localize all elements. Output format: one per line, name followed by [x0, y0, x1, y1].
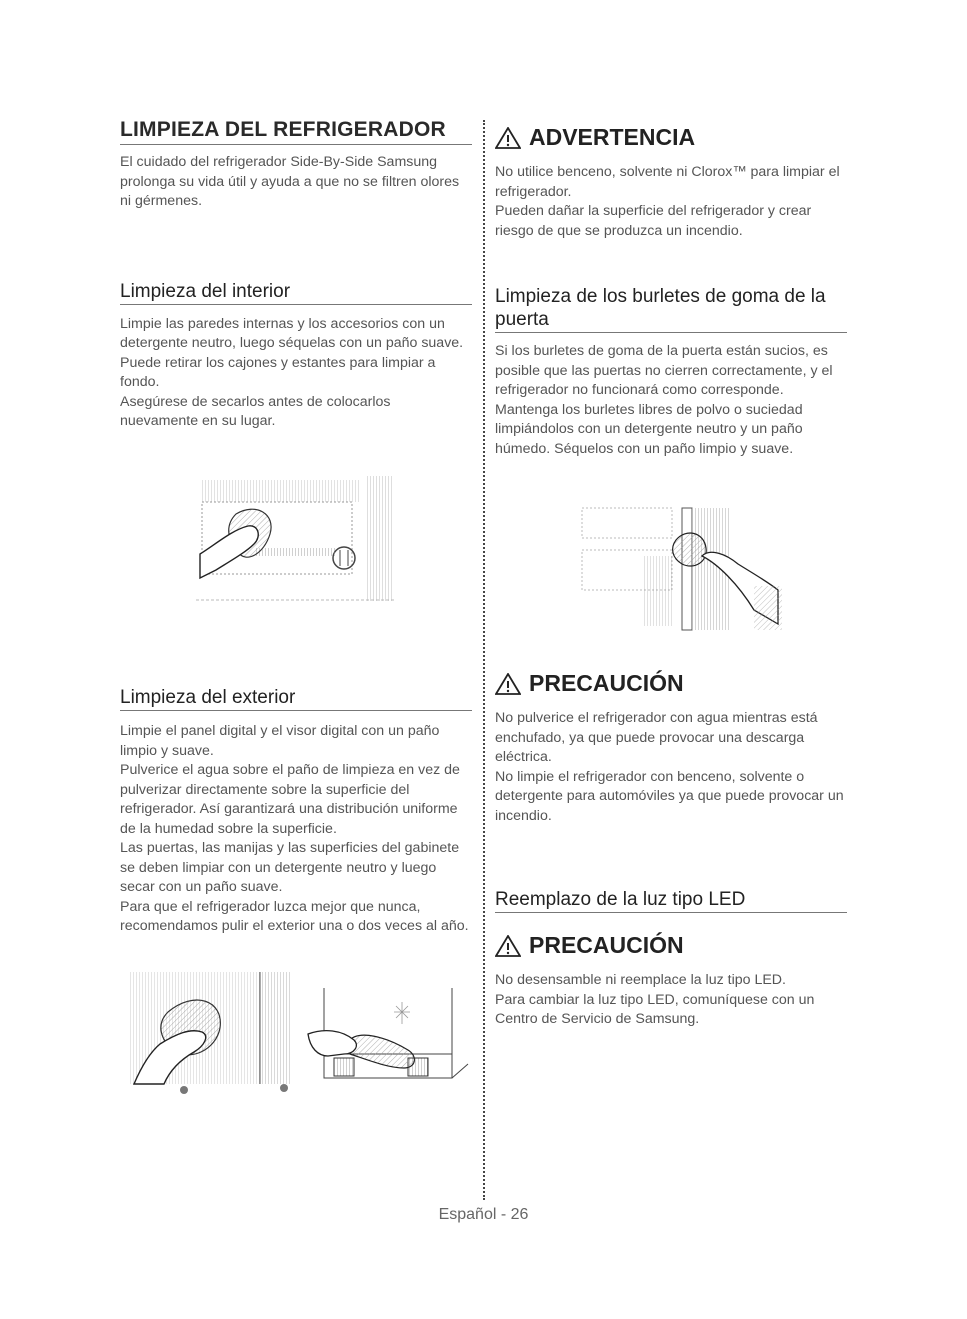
led-heading: Reemplazo de la luz tipo LED: [495, 888, 847, 913]
page-footer: Español - 26: [438, 1206, 529, 1223]
caution1-body: [495, 709, 847, 826]
caution1-title-text: PRECAUCIÓN: [529, 670, 684, 696]
exterior-paragraph: Las puertas, las manijas y las superficies del gabinete se deben limpiar con un detergente neutro y luego secar con un paño suave.: [120, 840, 460, 895]
door-gasket-cleaning-illustration: [578, 504, 784, 632]
caution1-paragraph: No limpie el refrigerador con benceno, solvente o detergente para automóviles ya que puede provocar un incendio.: [495, 768, 844, 824]
left-column: [120, 118, 472, 432]
warning-paragraph: Pueden dañar la superficie del refrigerador y crear riesgo de que se produzca un incendio.: [495, 203, 812, 239]
exterior-dispenser-cleaning-illustration: [298, 984, 470, 1088]
interior-paragraph: Limpie las paredes internas y los accesorios con un detergente neutro, luego séquelas con un paño suave.: [120, 315, 464, 351]
exterior-paragraph: Limpie el panel digital y el visor digital con un paño limpio y suave.: [120, 723, 440, 759]
gaskets-paragraph: Si los burletes de goma de la puerta están sucios, es posible que las puertas no cierren correctamente, y el refrigerador no funcionará como corresponde.: [495, 343, 833, 398]
caution1-section: [495, 670, 847, 826]
exterior-paragraph: Pulverice el agua sobre el paño de limpieza en vez de pulverizar directamente sobre la superficie del refrigerador. Así garantizará una distribución uniforme de la humedad sobre la superficie.: [120, 762, 460, 837]
column-divider: [483, 120, 485, 1200]
interior-paragraph: Asegúrese de secarlos antes de colocarlos nuevamente en su lugar.: [120, 393, 391, 429]
warning-title-text: ADVERTENCIA: [529, 124, 696, 150]
exterior-section: [120, 686, 472, 937]
interior-paragraph: Puede retirar los cajones y estantes para limpiar a fondo.: [120, 354, 436, 390]
interior-body: [120, 315, 472, 432]
warning-title: [495, 124, 847, 151]
warning-body: [495, 163, 847, 241]
exterior-heading: Limpieza del exterior: [120, 686, 472, 711]
exterior-paragraph: Para que el refrigerador luzca mejor que nunca, recomendamos pulir el exterior una o dos veces al año.: [120, 898, 469, 934]
interior-heading: Limpieza del interior: [120, 280, 472, 305]
right-column: [495, 124, 847, 459]
gaskets-heading: Limpieza de los burletes de goma de la puerta: [495, 285, 847, 333]
gaskets-body: [495, 342, 847, 459]
warning-triangle-icon: [495, 935, 521, 957]
warning-triangle-icon: [495, 127, 521, 149]
caution1-title: [495, 670, 847, 697]
caution1-paragraph: No pulverice el refrigerador con agua mientras está enchufado, ya que puede provocar una descarga eléctrica.: [495, 710, 818, 765]
caution2-title: [495, 932, 847, 959]
caution2-title-text: PRECAUCIÓN: [529, 932, 684, 958]
led-section: [495, 888, 847, 913]
exterior-door-cleaning-illustration: [124, 970, 294, 1098]
caution2-paragraph: No desensamble ni reemplace la luz tipo LED.: [495, 972, 786, 988]
warning-paragraph: No utilice benceno, solvente ni Clorox™ para limpiar el refrigerador.: [495, 164, 840, 200]
section-title: LIMPIEZA DEL REFRIGERADOR: [120, 118, 472, 145]
caution2-body: [495, 971, 847, 1030]
caution2-paragraph: Para cambiar la luz tipo LED, comuníquese con un Centro de Servicio de Samsung.: [495, 991, 815, 1027]
gaskets-paragraph: Mantenga los burletes libres de polvo o suciedad limpiándolos con un detergente neutro y un paño húmedo. Séquelos con un paño limpio y suave.: [495, 401, 803, 457]
interior-cleaning-illustration: [196, 474, 398, 604]
caution2-section: [495, 932, 847, 1030]
warning-triangle-icon: [495, 673, 521, 695]
exterior-body: [120, 722, 472, 937]
intro-text: El cuidado del refrigerador Side-By-Side Samsung prolonga su vida útil y ayuda a que no se filtren olores ni gérmenes.: [120, 154, 460, 209]
